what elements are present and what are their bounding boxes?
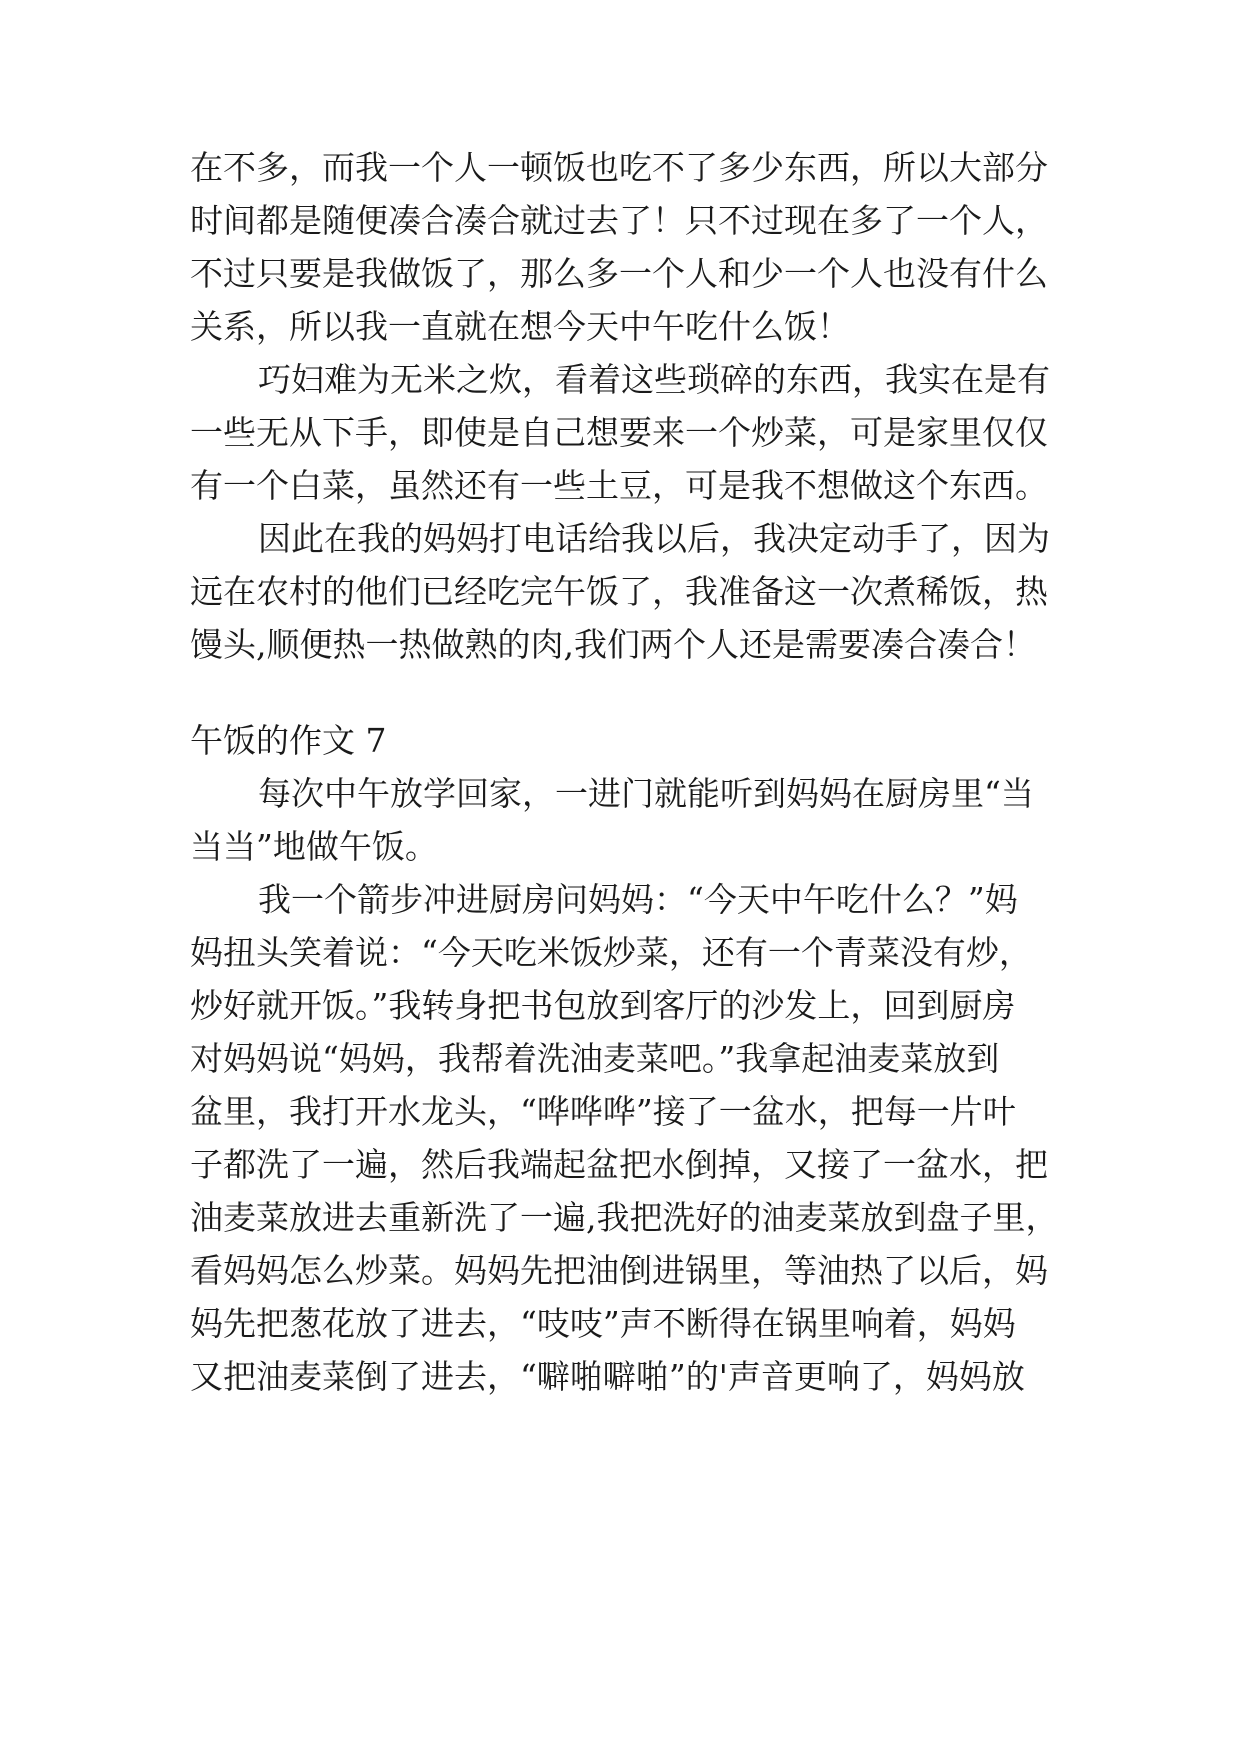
- paragraph-5-line-7: 油麦菜放进去重新洗了一遍,我把洗好的油麦菜放到盘子里，: [190, 1198, 1059, 1237]
- paragraph-5-line-6: 子都洗了一遍，然后我端起盆把水倒掉，又接了一盆水，把: [190, 1145, 1048, 1184]
- paragraph-3-line-1: 因此在我的妈妈打电话给我以后，我决定动手了，因为: [258, 519, 1050, 558]
- paragraph-1-line-4: 关系，所以我一直就在想今天中午吃什么饭！: [190, 307, 850, 346]
- paragraph-2-line-2: 一些无从下手，即使是自己想要来一个炒菜，可是家里仅仅: [190, 413, 1048, 452]
- paragraph-5-line-5: 盆里，我打开水龙头，“哗哗哗”接了一盆水，把每一片叶: [190, 1092, 1016, 1131]
- paragraph-4-line-2: 当当”地做午饭。: [190, 827, 438, 866]
- paragraph-3-line-3: 馒头,顺便热一热做熟的肉,我们两个人还是需要凑合凑合！: [190, 625, 1036, 664]
- paragraph-5-line-1: 我一个箭步冲进厨房问妈妈：“今天中午吃什么？”妈: [258, 880, 1018, 919]
- paragraph-2-line-3: 有一个白菜，虽然还有一些土豆，可是我不想做这个东西。: [190, 466, 1048, 505]
- paragraph-5-line-9: 妈先把葱花放了进去，“吱吱”声不断得在锅里响着，妈妈: [190, 1304, 1016, 1343]
- paragraph-5-line-3: 炒好就开饭。”我转身把书包放到客厅的沙发上，回到厨房: [190, 986, 1016, 1025]
- paragraph-5-line-4: 对妈妈说“妈妈，我帮着洗油麦菜吧。”我拿起油麦菜放到: [190, 1039, 1000, 1078]
- paragraph-4-line-1: 每次中午放学回家，一进门就能听到妈妈在厨房里“当: [258, 774, 1034, 813]
- paragraph-5-line-2: 妈扭头笑着说：“今天吃米饭炒菜，还有一个青菜没有炒，: [190, 933, 1032, 972]
- paragraph-3-line-2: 远在农村的他们已经吃完午饭了，我准备这一次煮稀饭，热: [190, 572, 1048, 611]
- paragraph-2-line-1: 巧妇难为无米之炊，看着这些琐碎的东西，我实在是有: [258, 360, 1050, 399]
- section-title: 午饭的作文 7: [190, 721, 387, 760]
- paragraph-1-line-1: 在不多，而我一个人一顿饭也吃不了多少东西，所以大部分: [190, 148, 1048, 187]
- paragraph-5-line-8: 看妈妈怎么炒菜。妈妈先把油倒进锅里，等油热了以后，妈: [190, 1251, 1048, 1290]
- paragraph-5-line-10: 又把油麦菜倒了进去，“噼啪噼啪”的'声音更响了，妈妈放: [190, 1357, 1025, 1396]
- paragraph-1-line-3: 不过只要是我做饭了，那么多一个人和少一个人也没有什么: [190, 254, 1048, 293]
- paragraph-1-line-2: 时间都是随便凑合凑合就过去了！只不过现在多了一个人，: [190, 201, 1048, 240]
